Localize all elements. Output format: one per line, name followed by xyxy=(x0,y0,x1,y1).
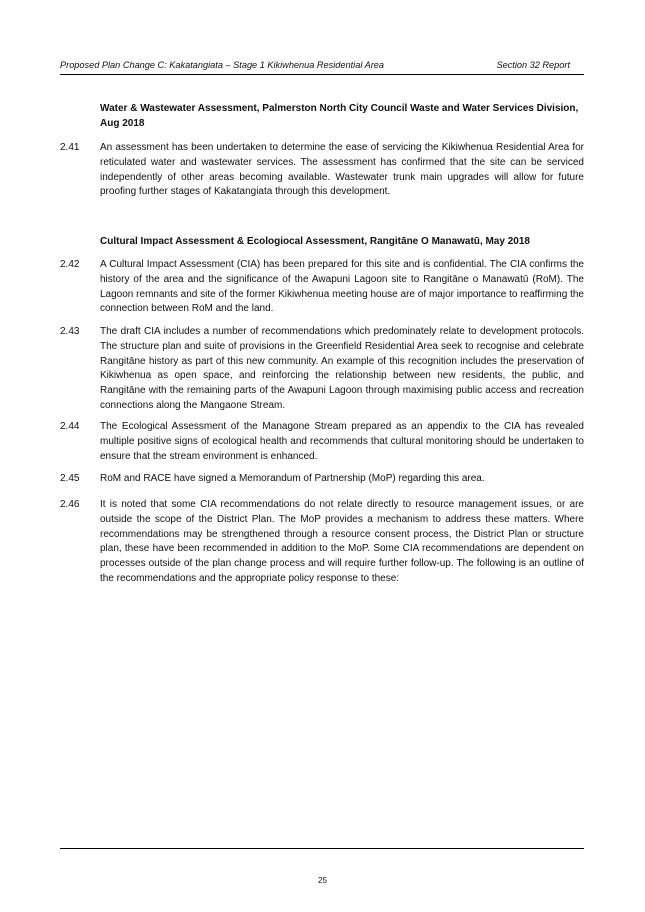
paragraph-number: 2.44 xyxy=(60,421,80,432)
paragraph-text: It is noted that some CIA recommendations do not relate directly to resource management issues, or are outside the scope of the District Plan. The MoP provides a mechanism to address these matters. Where recommendations may be strengthened through a resource consent process, the District Plan or structure plan, these have been recommended in addition to the MoP. Some CIA recommendations are dependent on processes outside of the plan change process and will require further follow-up. The following is an outline of the recommendations and the appropriate policy response to these: xyxy=(100,499,584,584)
paragraph-2-44 xyxy=(60,420,584,464)
paragraph-number: 2.42 xyxy=(60,259,80,270)
header-report-name: Section 32 Report xyxy=(496,60,570,70)
paragraph-2-43 xyxy=(60,325,584,414)
footer-divider xyxy=(60,848,584,849)
paragraph-number: 2.45 xyxy=(60,473,80,484)
paragraph-number: 2.46 xyxy=(60,499,80,510)
paragraph-2-45 xyxy=(60,472,584,487)
paragraph-text: A Cultural Impact Assessment (CIA) has been prepared for this site and is confidential. The CIA confirms the history of the area and the significance of the Awapuni Lagoon site to Rangitāne o Manawatū (RoM). The Lagoon remnants and site of the former Kikiwhenua meeting house are of major importance to reaffirming the connection between RoM and the land. xyxy=(100,259,584,315)
paragraph-text: The Ecological Assessment of the Managone Stream prepared as an appendix to the CIA has revealed multiple positive signs of ecological health and recommends that cultural monitoring should be undertaken to ensure that the stream environment is enhanced. xyxy=(100,421,584,462)
paragraph-number: 2.41 xyxy=(60,142,80,153)
paragraph-2-42 xyxy=(60,258,584,317)
running-header xyxy=(60,60,584,75)
paragraph-text: An assessment has been undertaken to determine the ease of servicing the Kikiwhenua Residential Area for reticulated water and wastewater services. The assessment has confirmed that the site can be serviced independently of other areas becoming available. Wastewater trunk main upgrades will allow for future proofing further stages of Kakatangiata through this development. xyxy=(100,142,584,198)
page-number: 25 xyxy=(318,876,327,885)
paragraph-2-41 xyxy=(60,141,584,200)
paragraph-2-46 xyxy=(60,498,584,587)
section-heading-cultural-impact: Cultural Impact Assessment & Ecologiocal Assessment, Rangitāne O Manawatū, May 2018 xyxy=(100,236,530,247)
paragraph-number: 2.43 xyxy=(60,326,80,337)
section-heading-water-wastewater: Water & Wastewater Assessment, Palmerston North City Council Waste and Water Services Division, Aug 2018 xyxy=(100,103,579,129)
paragraph-text: RoM and RACE have signed a Memorandum of Partnership (MoP) regarding this area. xyxy=(100,473,485,484)
header-document-title: Proposed Plan Change C: Kakatangiata – Stage 1 Kikiwhenua Residential Area xyxy=(60,60,384,70)
paragraph-text: The draft CIA includes a number of recommendations which predominately relate to development protocols. The structure plan and suite of provisions in the Greenfield Residential Area seek to recognise and celebrate Rangitāne history as part of this new community. An example of this recognition includes the preservation of Kikiwhenua as open space, and reinforcing the relationship between new residents, the public, and Rangitāne with the remaining parts of the Awapuni Lagoon through maximising public access and recreation connections along the Mangaone Stream. xyxy=(100,326,584,411)
